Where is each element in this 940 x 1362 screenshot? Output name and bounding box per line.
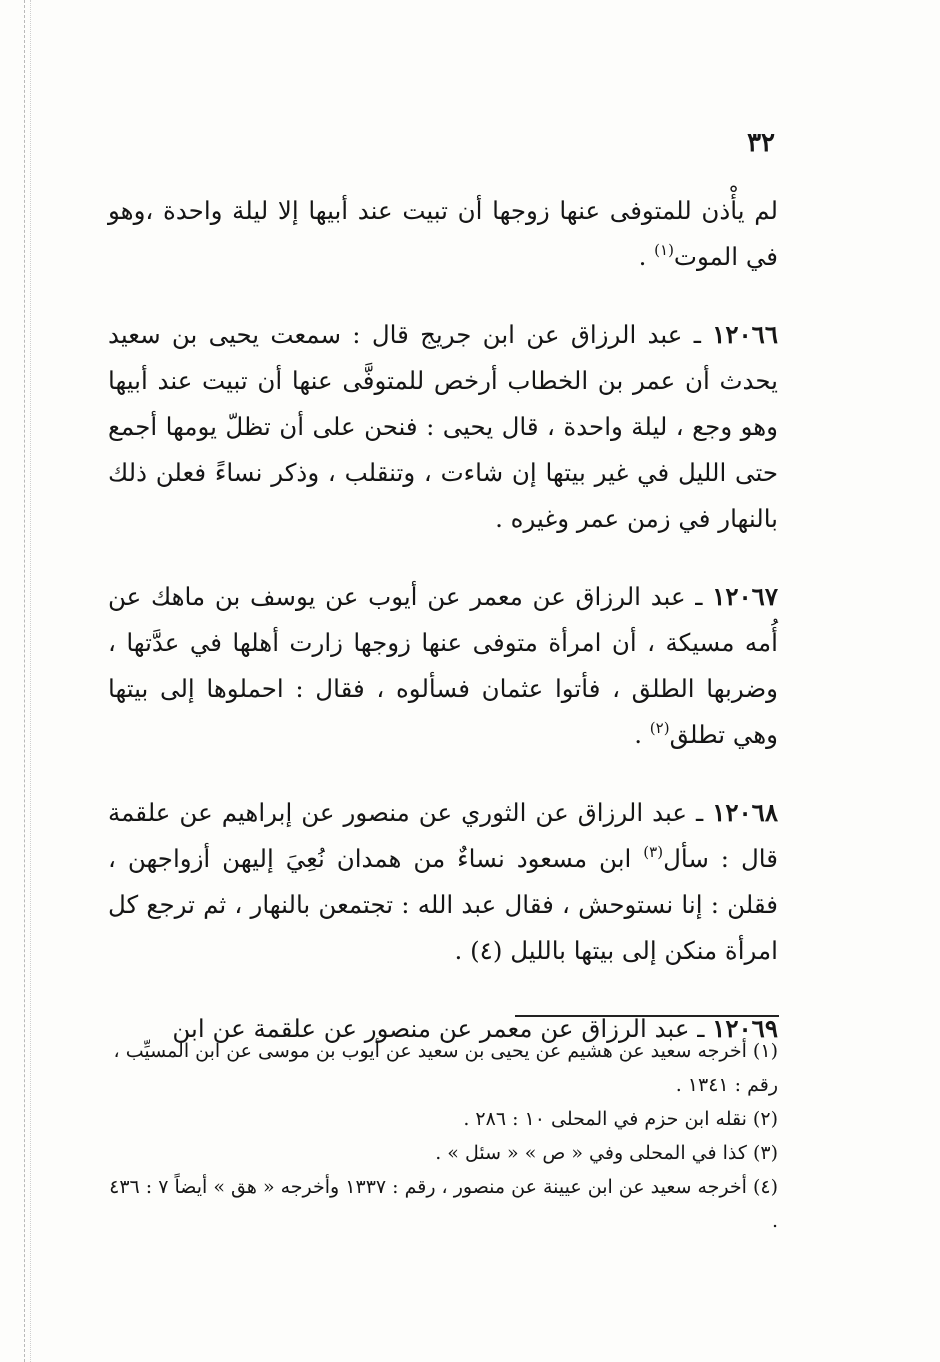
hadith-number: ١٢٠٦٨	[712, 798, 778, 827]
hadith-paragraph	[108, 312, 778, 542]
paragraph-text: ـ عبد الرزاق عن الثوري عن منصور عن إبراهيم عن علقمة قال : سأل	[108, 798, 778, 873]
footnote-ref: (١)	[654, 241, 674, 259]
paragraph-text: ـ عبد الرزاق عن ابن جريج قال : سمعت يحيى بن سعيد يحدث أن عمر بن الخطاب أرخص للمتوفَّى عنها أن تبيت عند أبيها وهو وجع ، ليلة واحدة ، قال يحيى : فنحن على أن تظلّ يومها أجمع حتى الليل في غير بيتها إن شاءت ، وتنقلب ، وذكر نساءً فعلن ذلك بالنهار في زمن عمر وغيره .	[108, 320, 778, 533]
paragraph-continuation	[108, 188, 778, 280]
footnote: (٢) نقله ابن حزم في المحلى ١٠ : ٢٨٦ .	[463, 1108, 778, 1130]
footnotes	[108, 1034, 778, 1238]
scan-edge-line	[24, 0, 25, 1362]
footnote-ref: (٢)	[649, 719, 670, 737]
paragraph-tail: .	[634, 720, 650, 749]
paragraph-text: لم يأْذن للمتوفى عنها زوجها أن تبيت عند أبيها إلا ليلة واحدة ،وهو في الموت	[108, 196, 778, 271]
scan-edge-line	[30, 0, 31, 1362]
paragraph-text: ـ عبد الرزاق عن معمر عن منصور عن علقمة عن ابن	[172, 1014, 713, 1043]
footnote: (٤) أخرجه سعيد عن ابن عيينة عن منصور ، رقم : ١٣٣٧ وأخرجه « هق » أيضاً ٧ : ٤٣٦ .	[109, 1176, 778, 1232]
paragraph-tail: .	[638, 242, 655, 271]
hadith-number: ١٢٠٦٦	[712, 320, 778, 349]
page-number: ٣٢	[747, 128, 775, 158]
footnote: (٣) كذا في المحلى وفي « ص » « سئل » .	[435, 1142, 778, 1164]
footnote: (١) أخرجه سعيد عن هشيم عن يحيى بن سعيد عن أيوب بن موسى عن ابن المسيِّب ، رقم : ١٣٤١ .	[113, 1040, 778, 1096]
hadith-number: ١٢٠٦٧	[712, 582, 778, 611]
paragraph-tail: ابن مسعود نساءٌ من همدان نُعِيَ إليهن أزواجهن ، فقلن : إنا نستوحش ، فقال عبد الله : تجتمعن بالنهار ، ثم ترجع كل امرأة منكن إلى بيتها بالليل (٤) .	[108, 844, 778, 965]
hadith-paragraph	[108, 574, 778, 758]
main-text	[108, 188, 778, 1084]
hadith-paragraph	[108, 790, 778, 974]
hadith-number: ١٢٠٦٩	[712, 1014, 778, 1043]
paragraph-text: ـ عبد الرزاق عن معمر عن أيوب عن يوسف بن ماهك عن أُمه مسيكة ، أن امرأة متوفى عنها زوجها زارت أهلها في عدَّتها ، وضربها الطلق ، فأتوا عثمان فسألوه ، فقال : احملوها إلى بيتها وهي تطلق	[108, 582, 778, 749]
footnote-separator	[515, 1015, 779, 1017]
footnote-ref: (٣)	[643, 843, 664, 861]
